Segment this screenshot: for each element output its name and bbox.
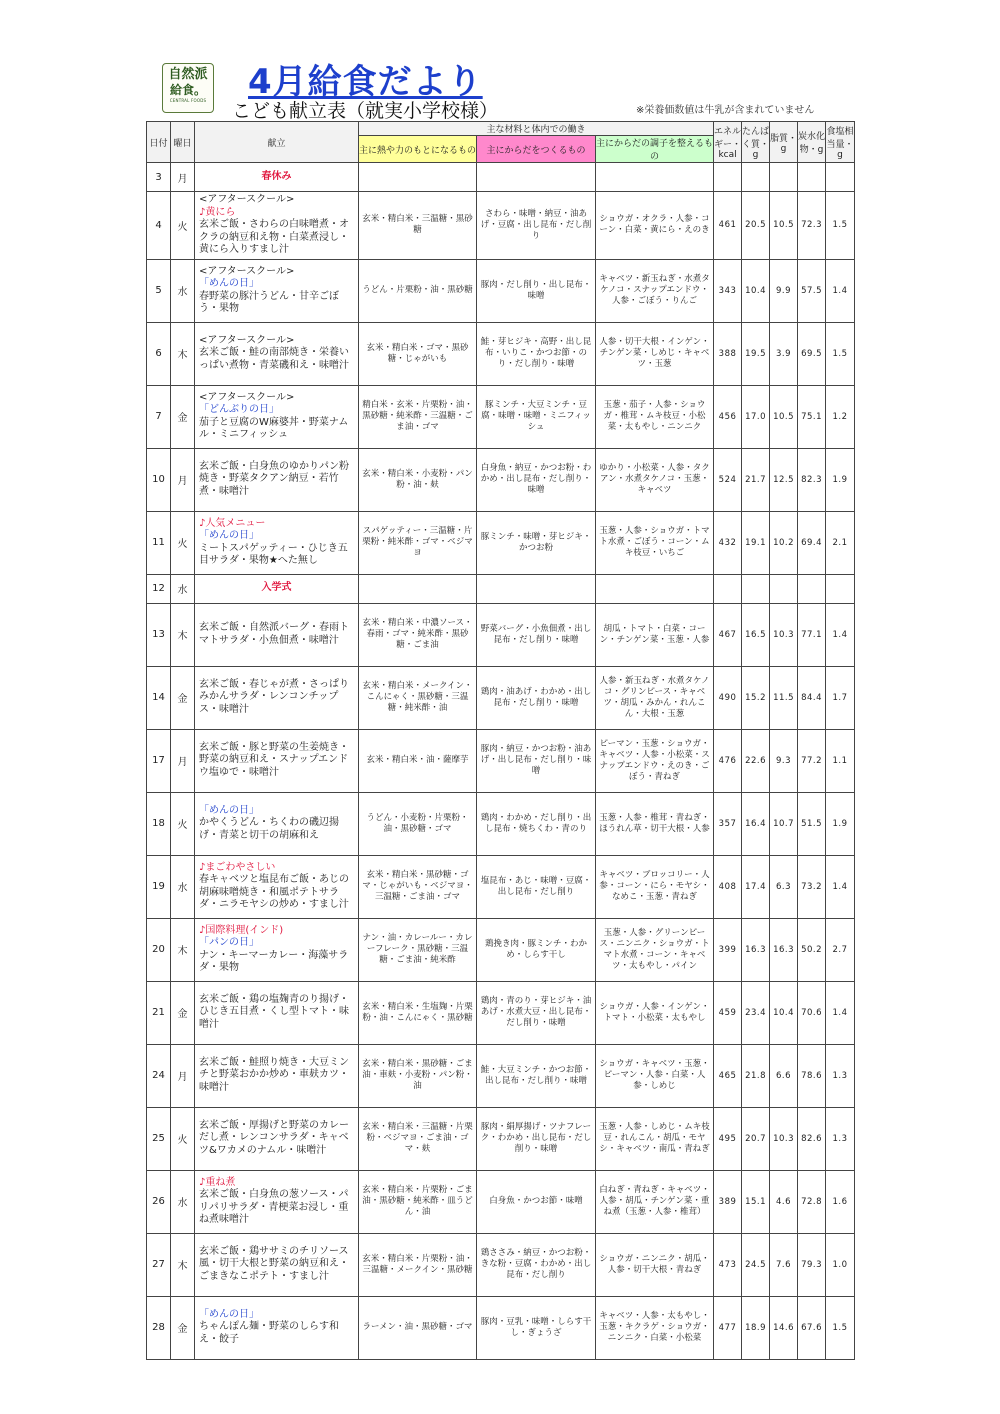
menu-row xyxy=(147,981,855,1044)
dish-highlight: ♪黄にら xyxy=(199,206,236,218)
row-fat: 9.9 xyxy=(770,259,798,322)
row-body-foods: 豚ミンチ・味噌・芽ヒジキ・かつお粉 xyxy=(477,511,596,574)
row-dish xyxy=(195,792,359,855)
empty-cell xyxy=(714,163,742,192)
row-weekday: 木 xyxy=(171,603,195,666)
header-condition-foods: 主にからだの調子を整えるもの xyxy=(596,136,714,163)
row-energy-foods: 玄米・精白米・三温糖・片栗粉・ベジマヨ・ごま油・ゴマ・麸 xyxy=(359,1107,477,1170)
row-energy-foods: 玄米・精白米・黒砂糖・ごま油・車麸・小麦粉・パン粉・油 xyxy=(359,1044,477,1107)
row-condition-foods: ピーマン・玉葱・ショウガ・キャベツ・人参・小松菜・スナップエンドウ・えのき・ごぼう・青ねぎ xyxy=(596,729,714,792)
row-protein: 20.7 xyxy=(742,1107,770,1170)
row-dish xyxy=(195,666,359,729)
dish-text: 春野菜の豚汁うどん・甘辛ごぼう・果物 xyxy=(199,290,339,314)
row-salt: 1.3 xyxy=(826,1107,855,1170)
row-protein: 10.4 xyxy=(742,259,770,322)
dish-text: 玄米ご飯・鮭の南部焼き・栄養いっぱい煮物・青菜磯和え・味噌汁 xyxy=(199,347,349,371)
row-condition-foods: 玉葱・茄子・人参・ショウガ・椎茸・ムキ枝豆・小松菜・太もやし・ニンニク xyxy=(596,385,714,448)
row-body-foods: 豚肉・絹厚揚げ・ツナフレーク・わかめ・出し昆布・だし削り・味噌 xyxy=(477,1107,596,1170)
row-protein: 17.0 xyxy=(742,385,770,448)
menu-row xyxy=(147,448,855,511)
row-condition-foods: 玉葱・人参・しめじ・ムキ枝豆・れんこん・胡瓜・モヤシ・キャベツ・南瓜・青ねぎ xyxy=(596,1107,714,1170)
row-protein: 21.8 xyxy=(742,1044,770,1107)
row-date: 26 xyxy=(147,1170,171,1233)
row-kcal: 473 xyxy=(714,1233,742,1296)
row-dish xyxy=(195,855,359,918)
row-fat: 3.9 xyxy=(770,322,798,385)
row-body-foods: さわら・味噌・納豆・油あげ・豆腐・出し昆布・だし削り xyxy=(477,192,596,260)
row-energy-foods: 玄米・精白米・片栗粉・ごま油・黒砂糖・純米酢・皿うどん・油 xyxy=(359,1170,477,1233)
row-kcal: 490 xyxy=(714,666,742,729)
row-energy-foods: スパゲッティー・三温糖・片栗粉・純米酢・ゴマ・ベジマヨ xyxy=(359,511,477,574)
row-weekday: 金 xyxy=(171,666,195,729)
row-date: 21 xyxy=(147,981,171,1044)
row-weekday: 金 xyxy=(171,981,195,1044)
row-kcal: 389 xyxy=(714,1170,742,1233)
row-carb: 51.5 xyxy=(798,792,826,855)
row-carb: 69.4 xyxy=(798,511,826,574)
row-kcal: 357 xyxy=(714,792,742,855)
row-dish xyxy=(195,259,359,322)
header-body-foods: 主にからだをつくるもの xyxy=(477,136,596,163)
row-date: 3 xyxy=(147,163,171,192)
empty-cell xyxy=(359,574,477,603)
row-body-foods: 白身魚・納豆・かつお粉・わかめ・出し昆布・だし削り・味噌 xyxy=(477,448,596,511)
empty-cell xyxy=(826,163,855,192)
header-carb: 炭水化物・g xyxy=(798,122,826,163)
row-carb: 69.5 xyxy=(798,322,826,385)
menu-row xyxy=(147,574,855,603)
row-fat: 6.3 xyxy=(770,855,798,918)
dish-highlight: ♪国際料理(インド) xyxy=(199,924,284,936)
row-condition-foods: 胡瓜・トマト・白菜・コーン・チンゲン菜・玉葱・人参 xyxy=(596,603,714,666)
row-protein: 16.5 xyxy=(742,603,770,666)
row-protein: 19.1 xyxy=(742,511,770,574)
row-dish xyxy=(195,603,359,666)
row-kcal: 524 xyxy=(714,448,742,511)
empty-cell xyxy=(596,163,714,192)
dish-theme-day: 「めんの日」 xyxy=(199,804,259,816)
row-protein: 16.4 xyxy=(742,792,770,855)
dish-text: 春キャベツと塩昆布ご飯・あじの胡麻味噌焼き・和風ポテトサラダ・ニラモヤシの炒め・すまし汁 xyxy=(199,874,349,910)
row-fat: 11.5 xyxy=(770,666,798,729)
empty-cell xyxy=(826,574,855,603)
row-fat: 10.2 xyxy=(770,511,798,574)
row-energy-foods: うどん・片栗粉・油・黒砂糖 xyxy=(359,259,477,322)
row-condition-foods: キャベツ・ブロッコリー・人参・コーン・にら・モヤシ・なめこ・玉葱・青ねぎ xyxy=(596,855,714,918)
row-condition-foods: 玉葱・人参・椎茸・青ねぎ・ほうれん草・切干大根・人参 xyxy=(596,792,714,855)
row-fat: 10.7 xyxy=(770,792,798,855)
row-fat: 14.6 xyxy=(770,1296,798,1359)
row-kcal: 465 xyxy=(714,1044,742,1107)
row-carb: 50.2 xyxy=(798,918,826,981)
menu-row xyxy=(147,918,855,981)
empty-cell xyxy=(742,574,770,603)
row-fat: 10.3 xyxy=(770,1107,798,1170)
row-weekday: 火 xyxy=(171,1107,195,1170)
row-condition-foods: 白ねぎ・青ねぎ・キャベツ・人参・胡瓜・チンゲン菜・重ね煮（玉葱・人参・椎茸） xyxy=(596,1170,714,1233)
row-carb: 82.6 xyxy=(798,1107,826,1170)
header-dow: 曜日 xyxy=(171,122,195,163)
row-dish xyxy=(195,729,359,792)
row-condition-foods: 人参・新玉ねぎ・水煮タケノコ・グリンピース・キャベツ・胡瓜・みかん・れんこん・大根・玉葱 xyxy=(596,666,714,729)
row-date: 10 xyxy=(147,448,171,511)
row-fat: 6.6 xyxy=(770,1044,798,1107)
row-protein: 18.9 xyxy=(742,1296,770,1359)
row-body-foods: 野菜バーグ・小魚佃煮・出し昆布・だし削り・味噌 xyxy=(477,603,596,666)
row-date: 6 xyxy=(147,322,171,385)
row-energy-foods: 玄米・精白米・黒砂糖・ゴマ・じゃがいも・ベジマヨ・三温糖・ごま油・ゴマ xyxy=(359,855,477,918)
row-condition-foods: キャベツ・新玉ねぎ・水煮タケノコ・スナップエンドウ・人参・ごぼう・りんご xyxy=(596,259,714,322)
row-dish xyxy=(195,981,359,1044)
row-kcal: 343 xyxy=(714,259,742,322)
row-energy-foods: 玄米・精白米・メークイン・こんにゃく・黒砂糖・三温糖・純米酢・油 xyxy=(359,666,477,729)
row-fat: 16.3 xyxy=(770,918,798,981)
row-date: 20 xyxy=(147,918,171,981)
row-body-foods: 豚ミンチ・大豆ミンチ・豆腐・味噌・味噌・ミニフィッシュ xyxy=(477,385,596,448)
row-kcal: 495 xyxy=(714,1107,742,1170)
empty-cell xyxy=(742,163,770,192)
row-date: 14 xyxy=(147,666,171,729)
dish-text: ミートスパゲッティー・ひじき五目サラダ・果物★へた無し xyxy=(199,542,348,566)
row-body-foods: 鶏肉・わかめ・だし削り・出し昆布・焼ちくわ・青のり xyxy=(477,792,596,855)
row-salt: 1.5 xyxy=(826,1296,855,1359)
dish-tag: <アフタースクール> xyxy=(199,265,295,277)
row-salt: 1.4 xyxy=(826,855,855,918)
row-condition-foods: 玉葱・人参・ショウガ・トマト水煮・ごぼう・コーン・ムキ枝豆・いちご xyxy=(596,511,714,574)
empty-cell xyxy=(798,163,826,192)
row-date: 27 xyxy=(147,1233,171,1296)
menu-row xyxy=(147,1170,855,1233)
row-weekday: 金 xyxy=(171,1296,195,1359)
row-date: 7 xyxy=(147,385,171,448)
row-salt: 1.6 xyxy=(826,1170,855,1233)
row-kcal: 399 xyxy=(714,918,742,981)
logo xyxy=(162,63,214,113)
dish-theme-day: 「めんの日」 xyxy=(199,1308,259,1320)
row-carb: 73.2 xyxy=(798,855,826,918)
row-date: 12 xyxy=(147,574,171,603)
dish-tag: <アフタースクール> xyxy=(199,334,295,346)
row-holiday: 春休み xyxy=(195,163,359,192)
row-kcal: 388 xyxy=(714,322,742,385)
menu-row xyxy=(147,322,855,385)
row-dish xyxy=(195,511,359,574)
row-weekday: 月 xyxy=(171,163,195,192)
row-salt: 1.4 xyxy=(826,981,855,1044)
menu-row xyxy=(147,1107,855,1170)
row-condition-foods: 玉葱・人参・グリーンピース・ニンニク・ショウガ・トマト水煮・コーン・キャベツ・太もやし・パイン xyxy=(596,918,714,981)
row-protein: 16.3 xyxy=(742,918,770,981)
dish-tag: <アフタースクール> xyxy=(199,194,295,205)
row-condition-foods: キャベツ・人参・太もやし・玉葱・キクラゲ・ショウガ・ニンニク・白菜・小松菜 xyxy=(596,1296,714,1359)
row-kcal: 408 xyxy=(714,855,742,918)
menu-row xyxy=(147,163,855,192)
menu-row xyxy=(147,603,855,666)
row-salt: 1.1 xyxy=(826,729,855,792)
dish-theme-day: 「パンの日」 xyxy=(199,937,259,948)
row-weekday: 月 xyxy=(171,729,195,792)
row-salt: 1.5 xyxy=(826,322,855,385)
row-body-foods: 鶏肉・油あげ・わかめ・出し昆布・だし削り・味噌 xyxy=(477,666,596,729)
row-body-foods: 鮭・大豆ミンチ・かつお節・出し昆布・だし削り・味噌 xyxy=(477,1044,596,1107)
menu-row xyxy=(147,192,855,260)
dish-highlight: ♪人気メニュー xyxy=(199,517,266,529)
row-weekday: 月 xyxy=(171,1044,195,1107)
dish-text: 玄米ご飯・白身魚の葱ソース・パリパリサラダ・青梗菜お浸し・重ね煮味噌汁 xyxy=(199,1189,349,1225)
row-salt: 1.5 xyxy=(826,192,855,260)
menu-row xyxy=(147,792,855,855)
empty-cell xyxy=(798,574,826,603)
row-carb: 75.1 xyxy=(798,385,826,448)
row-weekday: 火 xyxy=(171,792,195,855)
row-holiday: 入学式 xyxy=(195,574,359,603)
dish-text: 茄子と豆腐のW麻婆丼・野菜ナムル・ミニフィッシュ xyxy=(199,416,349,440)
menu-row xyxy=(147,1233,855,1296)
row-date: 4 xyxy=(147,192,171,260)
dish-text: ちゃんぽん麺・野菜のしらす和え・餃子 xyxy=(199,1321,339,1345)
row-date: 17 xyxy=(147,729,171,792)
logo-line2: 給食。 xyxy=(169,83,206,97)
row-weekday: 金 xyxy=(171,385,195,448)
row-dish xyxy=(195,192,359,260)
row-protein: 23.4 xyxy=(742,981,770,1044)
empty-cell xyxy=(359,163,477,192)
row-energy-foods: 玄米・精白米・小麦粉・パン粉・油・麸 xyxy=(359,448,477,511)
logo-line1: 自然派 xyxy=(168,67,208,82)
row-carb: 84.4 xyxy=(798,666,826,729)
row-energy-foods: 精白米・玄米・片栗粉・油・黒砂糖・純米酢・三温糖・ごま油・ゴマ xyxy=(359,385,477,448)
row-weekday: 水 xyxy=(171,574,195,603)
empty-cell xyxy=(477,574,596,603)
row-date: 28 xyxy=(147,1296,171,1359)
menu-row xyxy=(147,1044,855,1107)
row-fat: 10.5 xyxy=(770,192,798,260)
row-salt: 1.4 xyxy=(826,603,855,666)
row-weekday: 火 xyxy=(171,192,195,260)
row-body-foods: 鮭・芽ヒジキ・高野・出し昆布・いりこ・かつお節・のり・だし削り・味噌 xyxy=(477,322,596,385)
row-carb: 67.6 xyxy=(798,1296,826,1359)
row-carb: 78.6 xyxy=(798,1044,826,1107)
dish-theme-day: 「めんの日」 xyxy=(199,278,259,289)
logo-line3: CENTRAL FOODS xyxy=(169,98,207,103)
row-carb: 72.3 xyxy=(798,192,826,260)
row-date: 5 xyxy=(147,259,171,322)
row-carb: 79.3 xyxy=(798,1233,826,1296)
row-date: 25 xyxy=(147,1107,171,1170)
header-date: 日付 xyxy=(147,122,171,163)
row-condition-foods: ショウガ・キャベツ・玉葱・ピーマン・人参・白菜・人参・しめじ xyxy=(596,1044,714,1107)
row-kcal: 461 xyxy=(714,192,742,260)
dish-text: かやくうどん・ちくわの磯辺揚げ・青菜と切干の胡麻和え xyxy=(199,817,339,841)
row-condition-foods: ショウガ・人参・インゲン・トマト・小松菜・太もやし xyxy=(596,981,714,1044)
row-protein: 15.1 xyxy=(742,1170,770,1233)
row-body-foods: 白身魚・かつお節・味噌 xyxy=(477,1170,596,1233)
row-salt: 1.3 xyxy=(826,1044,855,1107)
menu-row xyxy=(147,511,855,574)
row-weekday: 木 xyxy=(171,918,195,981)
row-date: 18 xyxy=(147,792,171,855)
row-energy-foods: ナン・油・カレールー・カレーフレーク・黒砂糖・三温糖・ごま油・純米酢 xyxy=(359,918,477,981)
row-condition-foods: ショウガ・オクラ・人参・コーン・白菜・黄にら・えのき xyxy=(596,192,714,260)
row-dish xyxy=(195,1296,359,1359)
row-condition-foods: ゆかり・小松菜・人参・タクアン・水煮タケノコ・玉葱・キャベツ xyxy=(596,448,714,511)
dish-text: 玄米ご飯・厚揚げと野菜のカレーだし煮・レンコンサラダ・キャベツ&ワカメのナムル・味噌汁 xyxy=(199,1119,349,1156)
row-kcal: 467 xyxy=(714,603,742,666)
row-carb: 77.2 xyxy=(798,729,826,792)
row-energy-foods: うどん・小麦粉・片栗粉・油・黒砂糖・ゴマ xyxy=(359,792,477,855)
row-protein: 20.5 xyxy=(742,192,770,260)
dish-text: 玄米ご飯・白身魚のゆかりパン粉焼き・野菜タクアン納豆・若竹煮・味噌汁 xyxy=(199,460,349,497)
row-protein: 21.7 xyxy=(742,448,770,511)
dish-text: 玄米ご飯・自然派バーグ・春雨トマトサラダ・小魚佃煮・味噌汁 xyxy=(199,622,349,646)
menu-row xyxy=(147,259,855,322)
header-dish: 献立 xyxy=(195,122,359,163)
row-weekday: 水 xyxy=(171,855,195,918)
header-energy: エネルギー・kcal xyxy=(714,122,742,163)
header-salt: 食塩相当量・g xyxy=(826,122,855,163)
row-fat: 10.3 xyxy=(770,603,798,666)
row-dish xyxy=(195,1170,359,1233)
page-title: 4月給食だより xyxy=(248,62,483,102)
row-kcal: 476 xyxy=(714,729,742,792)
row-kcal: 477 xyxy=(714,1296,742,1359)
row-weekday: 木 xyxy=(171,322,195,385)
row-date: 13 xyxy=(147,603,171,666)
empty-cell xyxy=(596,574,714,603)
row-body-foods: 豚肉・だし削り・出し昆布・味噌 xyxy=(477,259,596,322)
row-salt: 2.1 xyxy=(826,511,855,574)
row-weekday: 木 xyxy=(171,1233,195,1296)
menu-row xyxy=(147,385,855,448)
menu-row xyxy=(147,855,855,918)
row-weekday: 水 xyxy=(171,259,195,322)
dish-text: 玄米ご飯・さわらの白味噌煮・オクラの納豆和え物・白菜煮浸し・黄にら入りすまし汁 xyxy=(199,219,349,255)
dish-theme-day: 「どんぶりの日」 xyxy=(199,404,279,415)
row-dish xyxy=(195,1233,359,1296)
row-salt: 1.4 xyxy=(826,259,855,322)
row-fat: 7.6 xyxy=(770,1233,798,1296)
row-protein: 17.4 xyxy=(742,855,770,918)
page-subtitle: こども献立表（就実小学校様） xyxy=(232,100,499,122)
row-weekday: 水 xyxy=(171,1170,195,1233)
nutrition-note: ※栄養価数値は牛乳が含まれていません xyxy=(636,105,815,116)
row-carb: 82.3 xyxy=(798,448,826,511)
dish-highlight: ♪まごわやさしい xyxy=(199,861,276,873)
header-ingredients: 主な材料と体内での働き xyxy=(359,122,714,136)
row-salt: 2.7 xyxy=(826,918,855,981)
row-body-foods: 鶏ささみ・納豆・かつお粉・きな粉・豆腐・わかめ・出し昆布・だし削り xyxy=(477,1233,596,1296)
row-kcal: 432 xyxy=(714,511,742,574)
row-energy-foods: 玄米・精白米・中濃ソース・春雨・ゴマ・純米酢・黒砂糖・ごま油 xyxy=(359,603,477,666)
row-body-foods: 塩昆布・あじ・味噌・豆腐・出し昆布・だし削り xyxy=(477,855,596,918)
row-energy-foods: ラーメン・油・黒砂糖・ゴマ xyxy=(359,1296,477,1359)
row-fat: 10.4 xyxy=(770,981,798,1044)
row-dish xyxy=(195,385,359,448)
row-fat: 4.6 xyxy=(770,1170,798,1233)
row-condition-foods: ショウガ・ニンニク・胡瓜・人参・切干大根・青ねぎ xyxy=(596,1233,714,1296)
row-salt: 1.9 xyxy=(826,792,855,855)
row-carb: 77.1 xyxy=(798,603,826,666)
dish-tag: <アフタースクール> xyxy=(199,391,295,403)
dish-text: 玄米ご飯・鶏ササミのチリソース風・切干大根と野菜の納豆和え・ごまきなこポテト・すまし汁 xyxy=(199,1245,349,1282)
row-protein: 24.5 xyxy=(742,1233,770,1296)
dish-text: 玄米ご飯・豚と野菜の生姜焼き・野菜の納豆和え・スナップエンドウ塩ゆで・味噌汁 xyxy=(199,741,349,778)
dish-text: 玄米ご飯・鶏の塩麹青のり揚げ・ひじき五目煮・くし型トマト・味噌汁 xyxy=(199,993,349,1030)
dish-theme-day: 「めんの日」 xyxy=(199,530,259,541)
menu-row xyxy=(147,666,855,729)
row-dish xyxy=(195,322,359,385)
row-dish xyxy=(195,1107,359,1170)
header-fat: 脂質・g xyxy=(770,122,798,163)
row-energy-foods: 玄米・精白米・ゴマ・黒砂糖・じゃがいも xyxy=(359,322,477,385)
row-carb: 57.5 xyxy=(798,259,826,322)
row-body-foods: 豚肉・豆乳・味噌・しらす干し・ぎょうざ xyxy=(477,1296,596,1359)
row-condition-foods: 人参・切干大根・インゲン・チンゲン菜・しめじ・キャベツ・玉葱 xyxy=(596,322,714,385)
row-energy-foods: 玄米・精白米・片栗粉・油・三温糖・メークイン・黒砂糖 xyxy=(359,1233,477,1296)
row-fat: 12.5 xyxy=(770,448,798,511)
row-protein: 15.2 xyxy=(742,666,770,729)
empty-cell xyxy=(770,163,798,192)
menu-row xyxy=(147,729,855,792)
row-salt: 1.7 xyxy=(826,666,855,729)
row-weekday: 月 xyxy=(171,448,195,511)
row-salt: 1.2 xyxy=(826,385,855,448)
row-energy-foods: 玄米・精白米・油・薩摩芋 xyxy=(359,729,477,792)
menu-row xyxy=(147,1296,855,1359)
header-protein: たんぱく質・g xyxy=(742,122,770,163)
row-fat: 10.5 xyxy=(770,385,798,448)
row-weekday: 火 xyxy=(171,511,195,574)
row-energy-foods: 玄米・精白米・三温糖・黒砂糖 xyxy=(359,192,477,260)
row-protein: 22.6 xyxy=(742,729,770,792)
dish-highlight: ♪重ね煮 xyxy=(199,1176,236,1188)
row-kcal: 459 xyxy=(714,981,742,1044)
row-dish xyxy=(195,918,359,981)
dish-text: 玄米ご飯・春じゃが煮・さっぱりみかんサラダ・レンコンチップス・味噌汁 xyxy=(199,678,349,715)
row-body-foods: 豚肉・納豆・かつお粉・油あげ・出し昆布・だし削り・味噌 xyxy=(477,729,596,792)
row-date: 11 xyxy=(147,511,171,574)
row-body-foods: 鶏肉・青のり・芽ヒジキ・油あげ・水煮大豆・出し昆布・だし削り・味噌 xyxy=(477,981,596,1044)
empty-cell xyxy=(477,163,596,192)
row-salt: 1.0 xyxy=(826,1233,855,1296)
header-energy-foods: 主に熱や力のもとになるもの xyxy=(359,136,477,163)
row-fat: 9.3 xyxy=(770,729,798,792)
row-protein: 19.5 xyxy=(742,322,770,385)
row-date: 19 xyxy=(147,855,171,918)
row-carb: 70.6 xyxy=(798,981,826,1044)
row-energy-foods: 玄米・精白米・生塩麹・片栗粉・油・こんにゃく・黒砂糖 xyxy=(359,981,477,1044)
row-body-foods: 鶏挽き肉・豚ミンチ・わかめ・しらす干し xyxy=(477,918,596,981)
row-date: 24 xyxy=(147,1044,171,1107)
row-dish xyxy=(195,448,359,511)
row-kcal: 456 xyxy=(714,385,742,448)
dish-text: 玄米ご飯・鮭照り焼き・大豆ミンチと野菜おかか炒め・車麸カツ・味噌汁 xyxy=(199,1056,349,1093)
row-dish xyxy=(195,1044,359,1107)
row-carb: 72.8 xyxy=(798,1170,826,1233)
menu-table xyxy=(146,121,855,1360)
row-salt: 1.9 xyxy=(826,448,855,511)
empty-cell xyxy=(770,574,798,603)
empty-cell xyxy=(714,574,742,603)
dish-text: ナン・キーマーカレー・海藻サラダ・果物 xyxy=(199,949,349,973)
